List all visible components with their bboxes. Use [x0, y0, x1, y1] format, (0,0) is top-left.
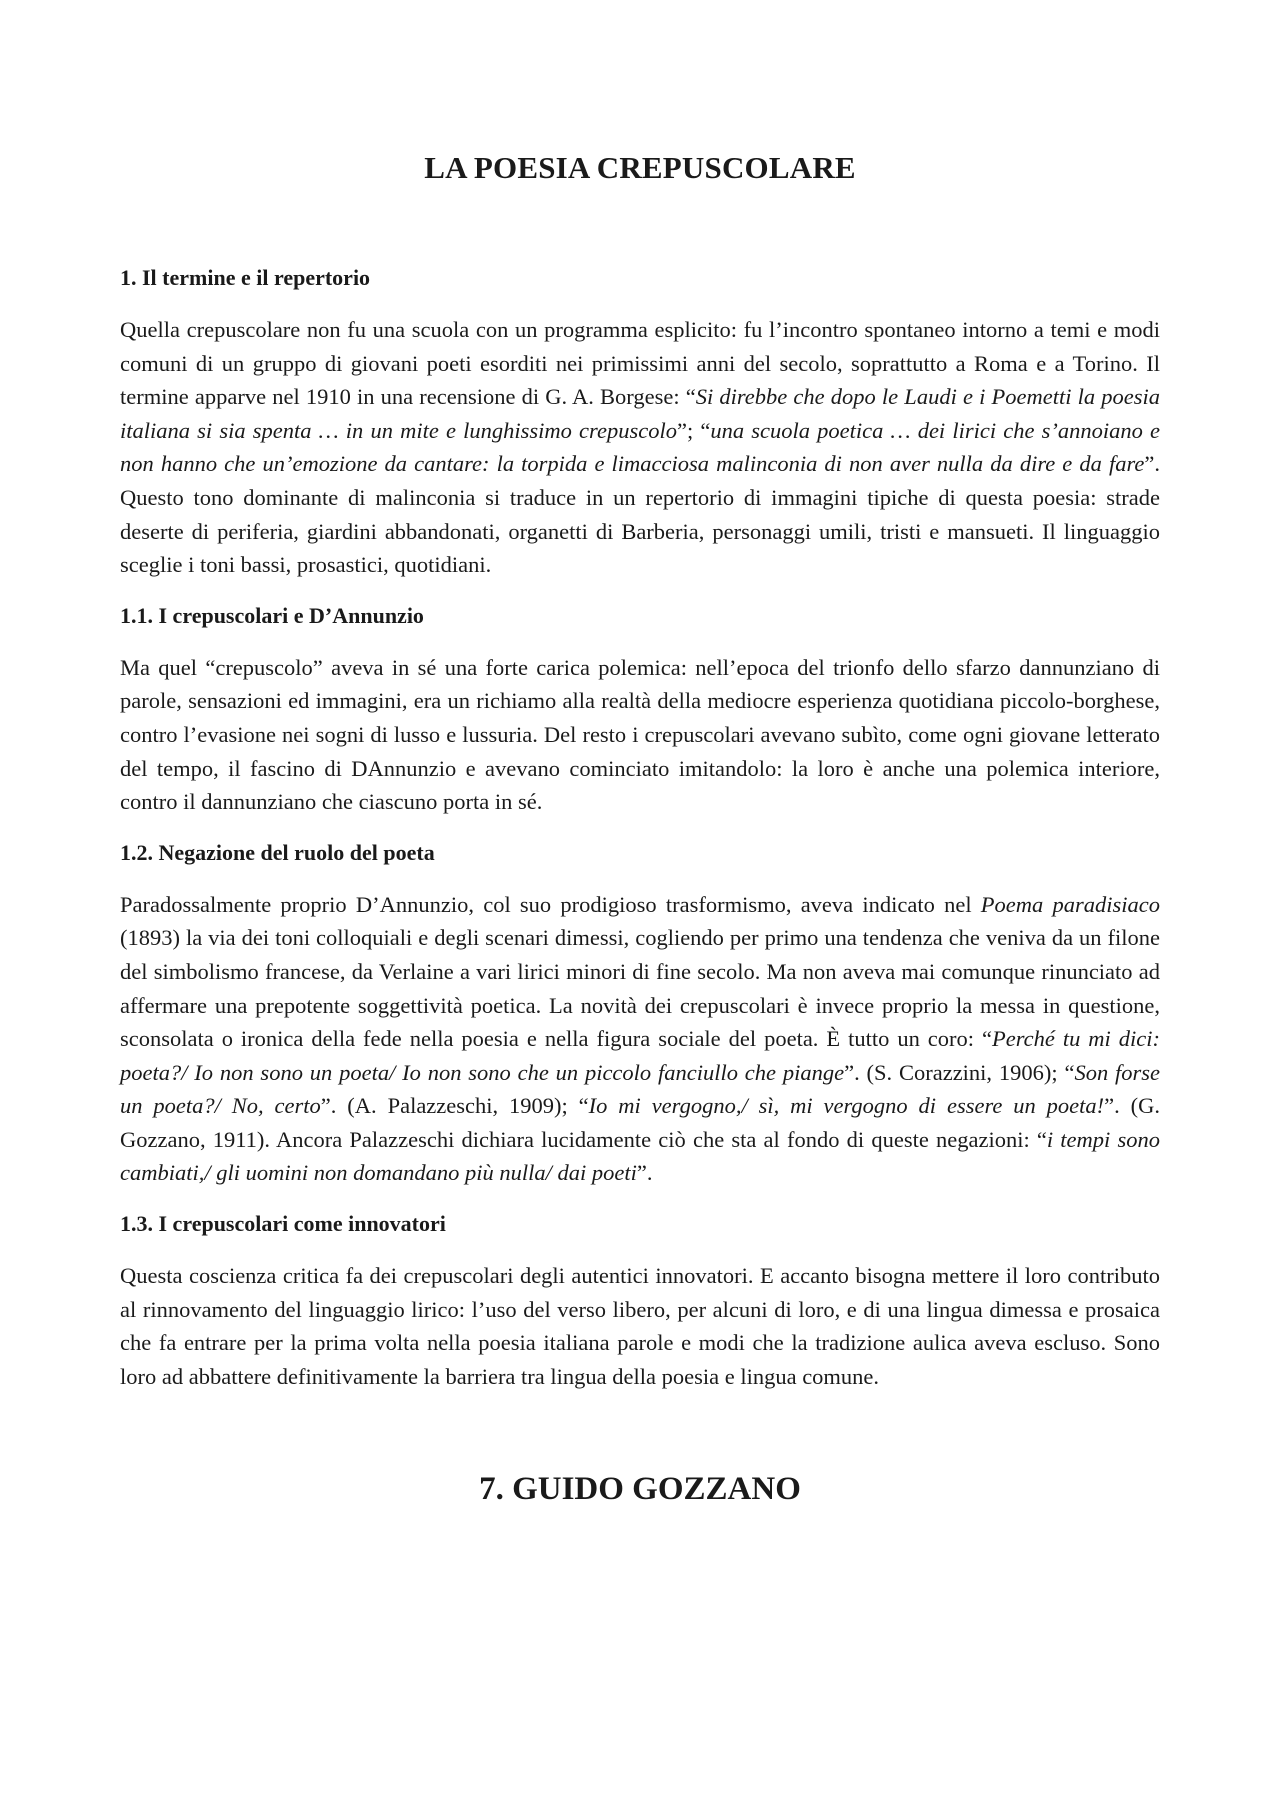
chapter-title: 7. GUIDO GOZZANO [479, 1471, 801, 1508]
text-run: ”. [636, 1160, 653, 1186]
text-run: (1893) la via dei toni colloquiali e degli scenari dimessi, cogliendo per primo una tendenza che veniva da un filone del simbolismo francese, da Verlaine a vari lirici minori di fine secolo. Ma non aveva mai comunque rinunciato ad affermare una prepotente soggettività poetica. La novità dei crepuscolari è invece proprio la messa in questione, sconsolata o ironica della fede nella poesia e nella figura sociale del poeta. È tutto un coro: “ [120, 925, 1160, 1052]
title-run: Poema paradisiaco [980, 891, 1160, 917]
text-run: ”; “ [676, 417, 711, 443]
text-run: Ma quel “crepuscolo” aveva in sé una forte carica polemica: nell’epoca del trionfo dello sfarzo dannunziano di parole, sensazioni ed immagini, era un richiamo alla realtà della mediocre esperienza quotidiana piccolo-borghese, contro l’evasione nei sogni di lusso e lussuria. Del resto i crepuscolari avevano subìto, come ogni giovane letterato del tempo, il fascino di DAnnunzio e avevano cominciato imitandolo: la loro è anche una polemica interiore, contro il dannunziano che ciascuno porta in sé. [120, 654, 1160, 815]
section-paragraph [120, 888, 1160, 1190]
text-run: ”. (A. Palazzeschi, 1909); “ [320, 1093, 589, 1119]
text-run: ”. (S. Corazzini, 1906); “ [844, 1059, 1075, 1085]
text-run: ”. Questo tono dominante di malinconia si traduce in un repertorio di immagini tipiche di questa poesia: strade deserte di periferia, giardini abbandonati, organetti di Barberia, personaggi umili, tristi e mansueti. Il linguaggio sceglie i toni bassi, prosastici, quotidiani. [120, 451, 1160, 578]
quote-run: Si direbbe che dopo le Laudi e i Poemetti la poesia italiana si sia spenta … in un mite e lunghissimo crepuscolo [120, 384, 1160, 443]
section-paragraph [120, 651, 1160, 819]
text-run: ”. (G. Gozzano, 1911). Ancora Palazzeschi dichiara lucidamente ciò che sta al fondo di queste negazioni: “ [120, 1093, 1160, 1152]
section-heading: 1.1. I crepuscolari e D’Annunzio [120, 602, 424, 628]
section-paragraph [120, 313, 1160, 582]
text-run: Questa coscienza critica fa dei crepuscolari degli autentici innovatori. E accanto bisogna mettere il loro contributo al rinnovamento del linguaggio lirico: l’uso del verso libero, per alcuni di loro, e di una lingua dimessa e prosaica che fa entrare per la prima volta nella poesia italiana parole e modi che la tradizione aulica aveva escluso. Sono loro ad abbattere definitivamente la barriera tra lingua della poesia e lingua comune. [120, 1263, 1160, 1389]
quote-run: i tempi sono cambiati,/ gli uomini non domandano più nulla/ dai poeti [120, 1126, 1160, 1186]
document-page [120, 150, 1160, 1508]
quote-run: Son forse un poeta?/ No, certo [120, 1059, 1161, 1119]
quote-run: Io mi vergogno,/ sì, mi vergogno di essere un poeta! [588, 1093, 1105, 1119]
document-title: LA POESIA CREPUSCOLARE [424, 150, 856, 185]
quote-run: Perché tu mi dici: poeta?/ Io non sono un poeta/ Io non sono che un piccolo fanciullo che piange [120, 1026, 1161, 1085]
text-run: Quella crepuscolare non fu una scuola con un programma esplicito: fu l’incontro spontaneo intorno a temi e modi comuni di un gruppo di giovani poeti esorditi nei primissimi anni del secolo, soprattutto a Roma e a Torino. Il termine apparve nel 1910 in una recensione di G. A. Borgese: “ [120, 317, 1160, 410]
text-run: Paradossalmente proprio D’Annunzio, col suo prodigioso trasformismo, aveva indicato nel [120, 891, 981, 917]
section-paragraph [120, 1259, 1160, 1393]
section-heading: 1.3. I crepuscolari come innovatori [120, 1211, 446, 1237]
section-heading: 1.2. Negazione del ruolo del poeta [120, 839, 435, 865]
section-heading: 1. Il termine e il repertorio [120, 265, 371, 290]
quote-run: una scuola poetica … dei lirici che s’annoiano e non hanno che un’emozione da cantare: la torpida e limacciosa malinconia di non aver nulla da dire e da fare [120, 417, 1161, 477]
